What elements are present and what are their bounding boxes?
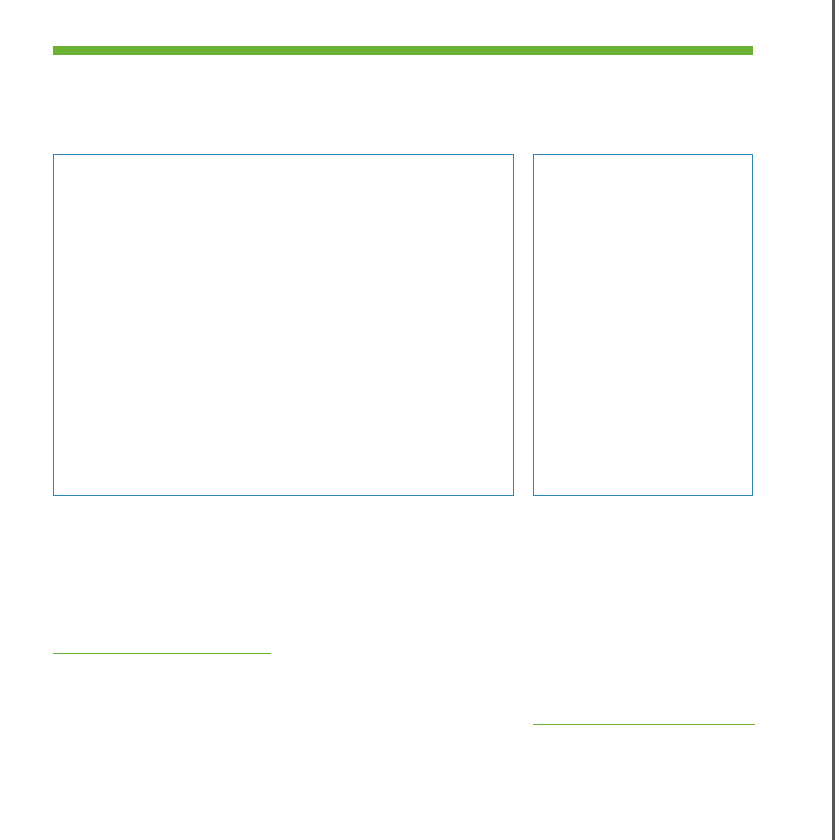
- figure-18-frame: [53, 154, 514, 496]
- note-rule: [533, 724, 755, 725]
- line-chart: [534, 155, 752, 495]
- bibliography-rule: [53, 653, 271, 654]
- header-rule: [53, 46, 753, 55]
- radar-chart: [54, 155, 513, 495]
- figure-19-frame: [533, 154, 753, 496]
